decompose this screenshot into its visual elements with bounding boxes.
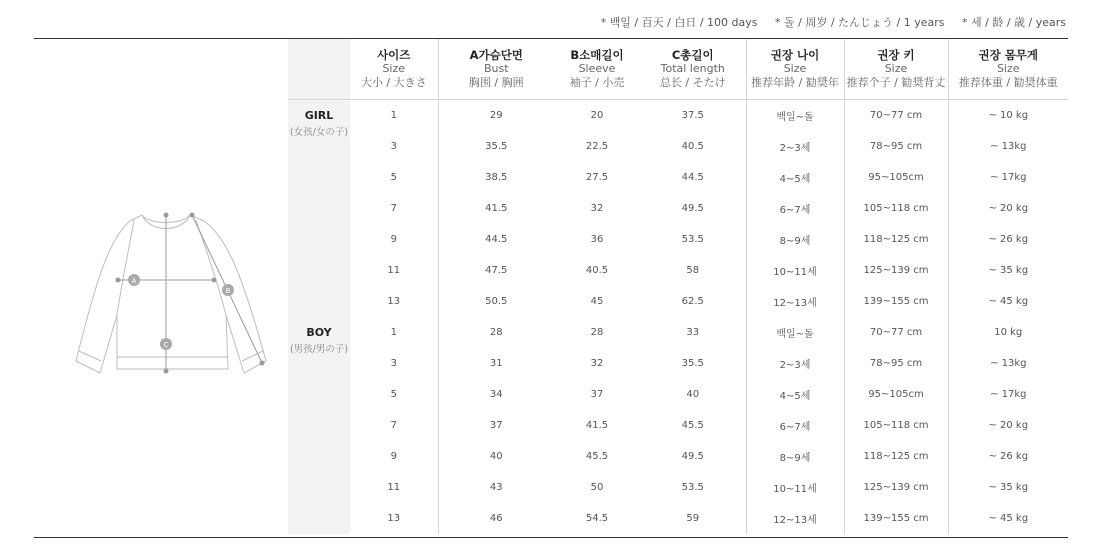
cell-recommended-weight: ~ 13kg [948, 131, 1068, 162]
cell-recommended-height: 95~105cm [844, 162, 948, 193]
cell-recommended-height: 70~77 cm [844, 100, 948, 132]
size-notes [587, 14, 1066, 30]
marker-c-label: C [163, 341, 169, 349]
cell-recommended-height: 78~95 cm [844, 131, 948, 162]
cell-bust: 29 [438, 100, 554, 132]
cell-total-length: 37.5 [681, 110, 704, 121]
marker-a [128, 274, 140, 286]
cell-recommended-weight: 10 kg [948, 317, 1068, 348]
category-cell-boy [288, 317, 350, 534]
marker-c [160, 338, 172, 350]
cell-sleeve: 28 [590, 327, 604, 338]
cell-total-length: 40 [686, 389, 700, 400]
cell-recommended-height: 125~139 cm [844, 472, 948, 503]
header-sleeve: B소매길이 Sleeve 袖子 / 小売 [554, 39, 640, 100]
cell-sleeve: 40.5 [585, 265, 609, 276]
header-recommended-age: 권장 나이 Size 推荐年龄 / 勧奨年 [746, 39, 844, 100]
cell-recommended-age: 2~3세 [746, 131, 844, 162]
cell-sleeve: 50 [590, 482, 604, 493]
cell-size: 3 [390, 141, 397, 152]
note-1-year: * 돌 / 周岁 / たんじょう / 1 years [775, 16, 945, 29]
cell-total-length: 49.5 [681, 451, 704, 462]
size-table-body [288, 100, 1068, 535]
cell-recommended-age: 백일~돌 [746, 100, 844, 132]
cell-sleeve: 37 [590, 389, 604, 400]
cell-recommended-age: 10~11세 [746, 255, 844, 286]
garment-cuff-left [79, 351, 101, 361]
cell-bust: 35.5 [438, 131, 554, 162]
cell-recommended-weight: ~ 26 kg [948, 441, 1068, 472]
table-row [288, 224, 1068, 255]
cell-size: 11 [387, 482, 401, 493]
cell-bust: 31 [438, 348, 554, 379]
cell-recommended-weight: ~ 13kg [948, 348, 1068, 379]
cell-recommended-age: 4~5세 [746, 162, 844, 193]
cell-recommended-height: 118~125 cm [844, 441, 948, 472]
cell-recommended-age: 6~7세 [746, 410, 844, 441]
cell-size: 7 [390, 203, 397, 214]
cell-recommended-age: 10~11세 [746, 472, 844, 503]
cell-size: 5 [390, 172, 397, 183]
header-category [288, 39, 350, 100]
table-row [288, 193, 1068, 224]
cell-recommended-height: 78~95 cm [844, 348, 948, 379]
category-subtitle: (女孩/女の子) [289, 127, 349, 138]
cell-total-length: 62.5 [681, 296, 704, 307]
table-row [288, 379, 1068, 410]
cell-sleeve: 32 [590, 358, 604, 369]
table-row [288, 503, 1068, 534]
table-row [288, 162, 1068, 193]
cell-total-length: 59 [686, 513, 700, 524]
cell-recommended-age: 6~7세 [746, 193, 844, 224]
cell-sleeve: 41.5 [585, 420, 609, 431]
cell-total-length: 49.5 [681, 203, 704, 214]
category-name: GIRL [304, 109, 334, 122]
table-row [288, 441, 1068, 472]
cell-bust: 40 [438, 441, 554, 472]
cell-recommended-age: 8~9세 [746, 224, 844, 255]
cell-recommended-age: 백일~돌 [746, 317, 844, 348]
cell-recommended-age: 12~13세 [746, 503, 844, 534]
cell-recommended-height: 125~139 cm [844, 255, 948, 286]
cell-size: 13 [387, 296, 401, 307]
cell-total-length: 45.5 [681, 420, 704, 431]
table-row [288, 472, 1068, 503]
size-table [288, 39, 1068, 534]
garment-diagram [34, 39, 288, 537]
header-bust: A가슴단면 Bust 胸围 / 胸囲 [438, 39, 554, 100]
cell-sleeve: 20 [590, 110, 604, 121]
bottom-rule [34, 537, 1068, 538]
cell-recommended-weight: ~ 10 kg [948, 100, 1068, 132]
cell-recommended-height: 70~77 cm [844, 317, 948, 348]
garment-seam-right [196, 220, 226, 315]
garment-seam-left [117, 220, 134, 315]
table-row [288, 317, 1068, 348]
cell-bust: 43 [438, 472, 554, 503]
cell-bust: 44.5 [438, 224, 554, 255]
cell-bust: 47.5 [438, 255, 554, 286]
header-total-length: C총길이 Total length 总长 / そたけ [640, 39, 746, 100]
cell-size: 13 [387, 513, 401, 524]
marker-b-label: B [225, 287, 231, 295]
cell-bust: 41.5 [438, 193, 554, 224]
cell-recommended-age: 2~3세 [746, 348, 844, 379]
cell-size: 11 [387, 265, 401, 276]
cell-sleeve: 45.5 [585, 451, 609, 462]
table-row [288, 410, 1068, 441]
cell-bust: 34 [438, 379, 554, 410]
category-name: BOY [306, 326, 332, 339]
cell-bust: 38.5 [438, 162, 554, 193]
cell-size: 9 [390, 451, 397, 462]
category-subtitle: (男孩/男の子) [289, 344, 349, 355]
cell-recommended-weight: ~ 35 kg [948, 255, 1068, 286]
cell-sleeve: 45 [590, 296, 604, 307]
marker-b [222, 284, 234, 296]
cell-recommended-height: 105~118 cm [844, 193, 948, 224]
header-size: 사이즈 Size 大小 / 大きさ [350, 39, 438, 100]
cell-sleeve: 27.5 [585, 172, 609, 183]
cell-recommended-weight: ~ 45 kg [948, 503, 1068, 534]
cell-recommended-weight: ~ 17kg [948, 162, 1068, 193]
cell-recommended-height: 105~118 cm [844, 410, 948, 441]
table-header-row [288, 39, 1068, 100]
header-recommended-weight: 권장 몸무게 Size 推荐体重 / 勧奨体重 [948, 39, 1068, 100]
cell-bust: 28 [438, 317, 554, 348]
cell-size: 1 [390, 110, 397, 121]
cell-size: 1 [390, 327, 397, 338]
cell-total-length: 40.5 [681, 141, 704, 152]
cell-recommended-height: 139~155 cm [844, 503, 948, 534]
cell-total-length: 53.5 [681, 482, 704, 493]
cell-total-length: 58 [686, 265, 700, 276]
table-row [288, 131, 1068, 162]
note-100-days: * 백일 / 百天 / 白日 / 100 days [600, 16, 758, 29]
table-row [288, 286, 1068, 317]
cell-recommended-height: 118~125 cm [844, 224, 948, 255]
table-row [288, 348, 1068, 379]
cell-total-length: 35.5 [681, 358, 704, 369]
size-table-wrap [288, 39, 1068, 537]
cell-total-length: 44.5 [681, 172, 704, 183]
cell-total-length: 53.5 [681, 234, 704, 245]
category-cell-girl [288, 100, 350, 318]
table-row [288, 100, 1068, 132]
cell-bust: 46 [438, 503, 554, 534]
cell-bust: 50.5 [438, 286, 554, 317]
cell-bust: 37 [438, 410, 554, 441]
cell-recommended-weight: ~ 45 kg [948, 286, 1068, 317]
cell-size: 7 [390, 420, 397, 431]
cell-recommended-weight: ~ 20 kg [948, 410, 1068, 441]
cell-sleeve: 22.5 [585, 141, 609, 152]
cell-recommended-height: 139~155 cm [844, 286, 948, 317]
cell-recommended-age: 12~13세 [746, 286, 844, 317]
cell-recommended-weight: ~ 35 kg [948, 472, 1068, 503]
cell-recommended-height: 95~105cm [844, 379, 948, 410]
header-recommended-height: 권장 키 Size 推荐个子 / 勧奨背丈 [844, 39, 948, 100]
garment-sketch [34, 39, 288, 537]
cell-sleeve: 54.5 [585, 513, 609, 524]
cell-size: 5 [390, 389, 397, 400]
cell-size: 9 [390, 234, 397, 245]
cell-size: 3 [390, 358, 397, 369]
marker-a-label: A [131, 277, 137, 285]
cell-total-length: 33 [686, 327, 700, 338]
cell-recommended-age: 8~9세 [746, 441, 844, 472]
table-row [288, 255, 1068, 286]
cell-recommended-weight: ~ 20 kg [948, 193, 1068, 224]
garment-outline [76, 215, 266, 373]
cell-recommended-weight: ~ 17kg [948, 379, 1068, 410]
note-years: * 세 / 龄 / 歳 / years [962, 16, 1066, 29]
cell-recommended-weight: ~ 26 kg [948, 224, 1068, 255]
cell-recommended-age: 4~5세 [746, 379, 844, 410]
cell-sleeve: 36 [590, 234, 604, 245]
cell-sleeve: 32 [590, 203, 604, 214]
